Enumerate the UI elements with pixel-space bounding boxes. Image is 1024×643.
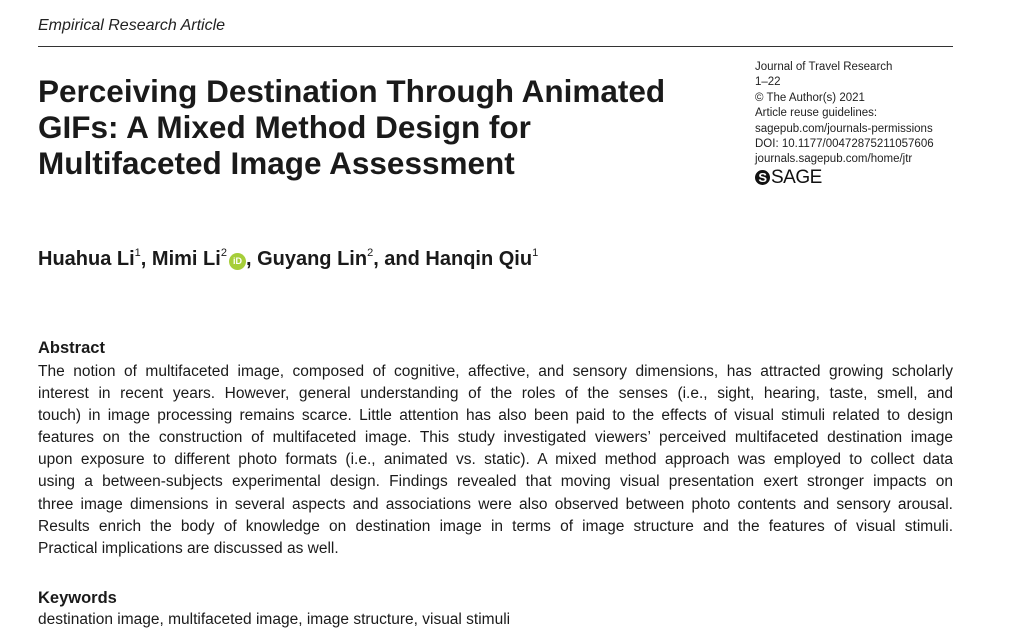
author-affiliation: 1 <box>532 247 539 260</box>
keywords-list: destination image, multifaceted image, image structure, visual stimuli <box>38 611 511 628</box>
abstract-line: Practical implications are discussed as well. <box>38 539 339 557</box>
abstract-heading: Abstract <box>38 339 105 357</box>
page-range: 1–22 <box>755 76 781 89</box>
journal-url[interactable]: journals.sagepub.com/home/jtr <box>755 153 913 166</box>
journal-name: Journal of Travel Research <box>755 61 893 73</box>
abstract-line: using a between-subjects experimental design. Findings revealed that moving visual presentation exert stronger impacts on <box>38 473 953 491</box>
title-line: Perceiving Destination Through Animated <box>38 73 666 109</box>
abstract-line: touch) in image processing remains scarce. Little attention has also been paid to the effects of visual stimuli related to design <box>38 407 953 425</box>
author-name: Hanqin Qiu <box>425 248 533 270</box>
author-affiliation: 2 <box>367 247 374 260</box>
keywords-heading: Keywords <box>38 589 117 607</box>
orcid-icon[interactable]: iD <box>229 253 246 270</box>
sage-wordmark: SAGE <box>771 166 822 188</box>
author-list <box>38 248 538 271</box>
header-rule <box>38 46 953 47</box>
article-type-label: Empirical Research Article <box>38 17 226 34</box>
title-line: Multifaceted Image Assessment <box>38 145 515 181</box>
abstract-line: Results enrich the body of knowledge on destination image in terms of image structure and the features of visual stimuli. <box>38 517 953 535</box>
abstract-line: features on the construction of multifaceted image. This study investigated viewers’ perceived multifaceted destination image <box>38 429 953 447</box>
abstract-line: three image dimensions in several aspects and associations were also observed between photo contents and sensory arousal. <box>38 495 953 513</box>
sage-logo <box>755 166 965 188</box>
author-affiliation: 1 <box>134 247 141 260</box>
doi[interactable]: DOI: 10.1177/00472875211057606 <box>755 138 934 151</box>
author-affiliation: 2 <box>220 247 227 260</box>
copyright: © The Author(s) 2021 <box>755 91 865 104</box>
abstract-body <box>38 361 953 560</box>
author-name: Guyang Lin <box>257 248 368 270</box>
author-separator: , <box>245 248 258 270</box>
abstract-line: The notion of multifaceted image, composed of cognitive, affective, and sensory dimensions, has attracted growing scholarly <box>38 363 953 380</box>
title-line: GIFs: A Mixed Method Design for <box>38 109 531 145</box>
author-separator: , and <box>373 248 426 270</box>
article-title <box>38 73 718 181</box>
reuse-label: Article reuse guidelines: <box>755 107 878 120</box>
journal-metadata <box>755 60 965 188</box>
author-separator: , <box>140 248 152 270</box>
author-name: Huahua Li <box>38 248 135 270</box>
abstract-line: interest in recent years. However, general understanding of the roles of the senses (i.e., sight, hearing, taste, smell, and <box>38 385 953 403</box>
sage-mark-icon: S <box>755 170 770 185</box>
reuse-link[interactable]: sagepub.com/journals-permissions <box>755 122 933 135</box>
abstract-line: upon exposure to different photo formats (i.e., animated vs. static). A mixed method approach was employed to collect data <box>38 451 953 469</box>
author-name: Mimi Li <box>151 248 221 270</box>
